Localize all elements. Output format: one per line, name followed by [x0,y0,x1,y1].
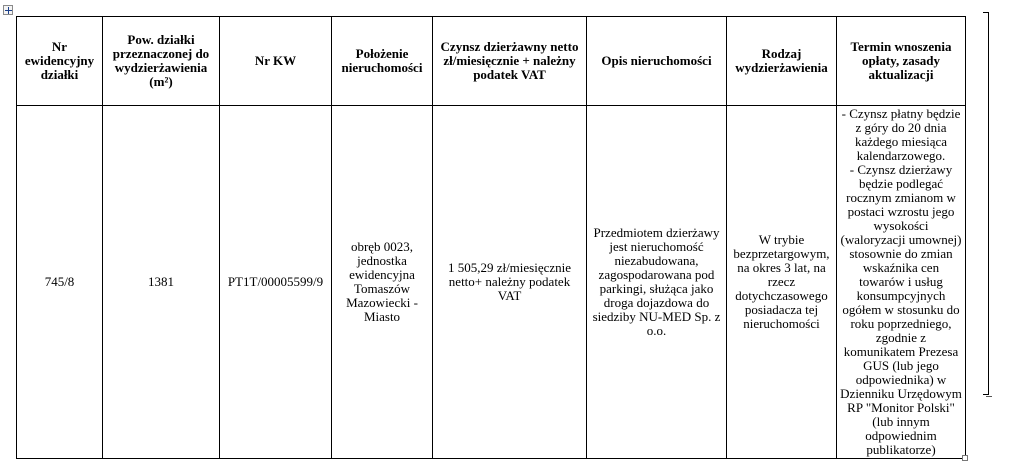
cell-kw-no: PT1T/00005599/9 [220,106,332,459]
header-parcel-no: Nr ewidencyjny działki [17,17,103,106]
cell-lease-type: W trybie bezprzetargowym, na okres 3 lat, na rzecz dotychczasowego posiadacza tej nieruchomości [727,106,837,459]
payment-terms-text: - Czynsz płatny będzie z góry do 20 dnia każdego miesiąca kalendarzowego. - Czynsz dzierżawy będzie podlegać rocznym zmianom w postaci wzrostu jego wysokości (waloryzacji umownej) stosownie do zmian wskaźnika cen towarów i usług konsumpcyjnych ogółem w stosunku do roku poprzedniego, zgodnie z komunikatem Prezesa GUS (lub jego odpowiednika) w Dzienniku Urzędowym RP "Monitor Polski" (lub innym odpowiednim publikatorze) [840,106,962,457]
header-rent: Czynsz dzierżawny netto zł/miesięcznie + należny podatek VAT [433,17,587,106]
cell-parcel-no: 745/8 [17,106,103,459]
header-kw-no: Nr KW [220,17,332,106]
cell-area: 1381 [103,106,220,459]
table-resize-handle[interactable] [962,455,968,461]
cell-payment-terms [837,106,966,459]
table-move-handle[interactable] [3,5,13,15]
header-lease-type: Rodzaj wydzierżawienia [727,17,837,106]
header-payment-terms: Termin wnoszenia opłaty, zasady aktualizacji [837,17,966,106]
table-row [17,106,966,459]
margin-bracket [983,12,989,395]
header-area: Pow. działki przeznaczonej do wydzierżawienia (m²) [103,17,220,106]
lease-table [16,16,966,459]
move-icon [4,6,14,16]
margin-bracket-tick [986,396,992,397]
header-row [17,17,966,106]
cell-description: Przedmiotem dzierżawy jest nieruchomość niezabudowana, zagospodarowana pod parkingi, służąca jako droga dojazdowa do siedziby NU-MED Sp. z o.o. [587,106,727,459]
cell-rent: 1 505,29 zł/miesięcznie netto+ należny podatek VAT [433,106,587,459]
cell-location: obręb 0023, jednostka ewidencyjna Tomaszów Mazowiecki - Miasto [332,106,433,459]
header-description: Opis nieruchomości [587,17,727,106]
header-location: Położenie nieruchomości [332,17,433,106]
